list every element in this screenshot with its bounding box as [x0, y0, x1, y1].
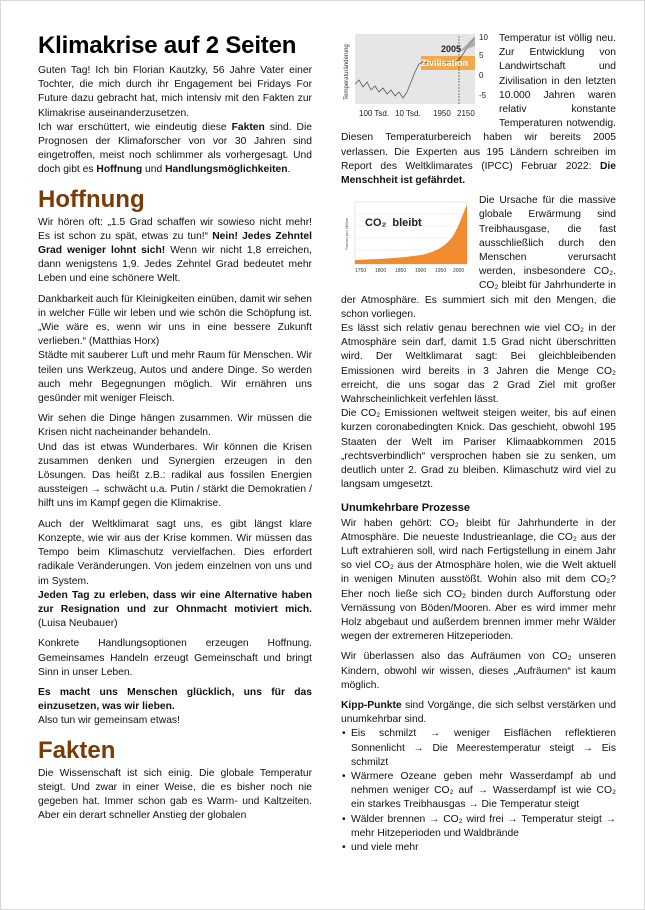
co2-ylabel: Tonnen pro Million	[344, 218, 349, 251]
x-tick-1950: 1950	[433, 109, 451, 118]
page-title: Klimakrise auf 2 Seiten	[38, 32, 297, 59]
co2-figure	[341, 198, 471, 278]
y-tick-10: 10	[479, 33, 488, 42]
kipp-punkte-intro: Kipp-Punkte sind Vorgänge, die sich selbst verstärken und unumkehrbar sind.	[341, 699, 616, 726]
right-column	[341, 32, 616, 855]
hoffnung-paragraph-7: Es macht uns Menschen glücklich, uns für das einzusetzen, was wir lieben.	[38, 686, 312, 713]
hoffnung-paragraph-2b: Städte mit sauberer Luft und mehr Raum für Menschen. Wir teilen uns Werkzeug, Autos und andere Dinge. So werden auch mehr Begegnungen möglich. Wir ernähren uns gesünder mit weniger Fleisch.	[38, 350, 312, 405]
y-tick-minus5: -5	[479, 91, 487, 100]
unumkehrbar-paragraph-2: Wir überlassen also das Aufräumen von CO₂ unseren Kindern, obwohl wir wissen, dieses „Aufräumen“ ist kaum möglich.	[341, 651, 616, 691]
hoffnung-paragraph-3: Wir sehen die Dinge hängen zusammen. Wir müssen die Krisen nicht nacheinander behandeln.	[38, 413, 312, 439]
fakten-paragraph-3: Es lässt sich relativ genau berechnen wie viel CO₂ in der Atmosphäre sein darf, damit 1.5 Grad nicht überschritten wird. Der Weltklimarat sagt: Bei gleichbleibenden Emissionen wird bereits in 3 Jahren die Menge CO₂ erreicht, die uns sogar das 2 Grad Ziel mit großer Wahrscheinlichkeit verfehlen lässt.	[341, 323, 616, 406]
intro-paragraph-2: Ich war erschüttert, wie eindeutig diese Fakten sind. Die Prognosen der Klimaforscher von vor 30 Jahren sind eingetroffen, meist noch schlimmer als vorhergesagt. Und doch gibt es Hoffnung und Handlungsmöglichkeiten.	[38, 121, 312, 176]
fakten-paragraph-4: Die CO₂ Emissionen weltweit steigen weiter, bis auf einen kurzen coronabedingten Knick. Das geschieht, obwohl 195 Staaten der Welt im Pariser Klimaabkommen 2015 „rechtsverbindlich“ versprochen haben sie zu senken, um deutlich unter 2. Grad zu bleiben. Klimaschutz wird viel zu langsam umgesetzt.	[341, 408, 616, 491]
co2-title: CO₂ bleibt	[365, 217, 422, 230]
list-item: • Wälder brennen → CO₂ wird frei → Temperatur steigt → mehr Hitzeperioden und Waldbrände	[351, 813, 616, 841]
co2-x-tick-1950: 1950	[435, 268, 447, 275]
list-item: • Eis schmilzt → weniger Eisflächen reflektieren Sonnenlicht → Die Meerestemperatur steigt → Eis schmilzt	[351, 727, 616, 770]
fakten-paragraph-1: Die Wissenschaft ist sich einig. Die globale Temperatur steigt. Und zwar in einer Weise, die es bisher noch nie gegeben hat. Immer schon gab es Warm- und Kaltzeiten. Aber ein derart schneller Anstieg der globalen	[38, 767, 312, 822]
temperature-figure	[341, 32, 491, 122]
hoffnung-paragraph-6: Konkrete Handlungsoptionen erzeugen Hoffnung. Gemeinsames Handeln erzeugt Gemeinschaft und bringt Sinn in unser Leben.	[38, 638, 312, 678]
co2-x-tick-1800: 1800	[375, 268, 387, 275]
hoffnung-paragraph-3b: Und das ist etwas Wunderbares. Wir können die Krisen zusammen denken und Synergien erzeugen in den Lösungen. Das heißt z.B.: radikal aus fossilen Energien aussteigen → schwächt u.a. Putin / stärkt die Demokratien / hilft uns im Kampf gegen die Klimakrise.	[38, 441, 312, 510]
y-tick-5: 5	[479, 51, 484, 60]
unumkehrbar-paragraph-1: Wir haben gehört: CO₂ bleibt für Jahrhunderte in der Atmosphäre. Die neueste Industrieanlage, die CO₂ aus der Luft extrahieren soll, wird nach Fertigstellung in einem Jahr so viel CO₂ aus der Atmosphäre holen, wie die Welt aktuell in wenigen Minuten ausstößt. Wohin also mit dem CO₂? Eher noch ließe sich CO₂ binden durch Aufforstung oder Vernässung von Böden/Mooren. Aber es wird immer mehr Holz abgebaut und außerdem brennen immer mehr Wälder wegen der extremeren Hitzeperioden.	[341, 517, 616, 643]
handlung-highlight: Handlungsmöglichkeiten	[165, 164, 288, 176]
hoffnung-quote: Jeden Tag zu erleben, dass wir eine Alternative haben zur Resignation und zur Ohnmacht motiviert mich. (Luisa Neubauer)	[38, 589, 312, 630]
year-2005-label: 2005	[441, 44, 462, 54]
fakten-highlight: Fakten	[231, 121, 265, 133]
left-column	[38, 32, 312, 829]
intro-paragraph-1: Guten Tag! Ich bin Florian Kautzky, 56 Jahre Vater einer Tochter, die mich durch ihr Engagement bei Fridays For Future dazu gebracht hat, mich intensiv mit den Fakten zur Klimakrise auseinanderzusetzen.	[38, 65, 312, 119]
x-tick-2150: 2150	[457, 109, 475, 118]
x-tick-100tsd: 100 Tsd.	[359, 109, 390, 118]
kipp-punkte-list	[341, 727, 616, 855]
list-item: • Wärmere Ozeane geben mehr Wasserdampf ab und nehmen weniger CO₂ auf → Wasserdampf ist wie CO₂ ein starkes Treibhausgas → Die Temperatur steigt	[351, 770, 616, 813]
hoffnung-paragraph-2: Dankbarkeit auch für Kleinigkeiten einüben, damit wir sehen in welcher Fülle wir leben und wie schön die Schöpfung ist. „Wie wäre es, wenn wir uns in eine bessere Zukunft verlieben.“ (Matthias Horx)	[38, 293, 312, 348]
hoffnung-paragraph-1: Wir hören oft: „1.5 Grad schaffen wir sowieso nicht mehr! Es ist schon zu spät, etwas zu tun!“ Nein! Jedes Zehntel Grad weniger lohnt sich! Wenn wir nicht 1,8 erreichen, dann wenigstens 1,9. Jedes Zehntel Grad bedeutet mehr Leben und eine schönere Welt.	[38, 216, 312, 285]
hoffnung-paragraph-4: Auch der Weltklimarat sagt uns, es gibt längst klare Konzepte, wie wir aus der Krise kommen. Wir müssen das Tempo beim Klimaschutz vervielfachen. Dies erfordert radikale Veränderungen. Von jedem einzelnen von uns und im System.	[38, 518, 312, 587]
x-tick-10tsd: 10 Tsd.	[395, 109, 421, 118]
co2-x-tick-2000: 2000	[453, 268, 465, 275]
unumkehrbar-heading: Unumkehrbare Prozesse	[341, 501, 470, 514]
hoffnung-closing: Also tun wir gemeinsam etwas!	[38, 715, 180, 727]
hoffnung-heading: Hoffnung	[38, 185, 145, 213]
fakten-paragraph-1-cont: Temperatur ist völlig neu. Zur Entwicklung von Landwirtschaft und Zivilisation in den letzten 10.000 Jahren waren relativ konstante Temperaturen notwendig. Diesen Temperaturbereich haben wir bereits 2005 verlassen. Die Experten aus 195 Ländern schreiben im Report des Weltklimarates (IPCC) Februar 2022: Die Menschheit ist gefährdet.	[341, 33, 616, 187]
temperature-ylabel: Temperaturänderung	[344, 44, 350, 100]
list-item: • und viele mehr	[351, 841, 616, 855]
co2-x-tick-1750: 1750	[355, 268, 367, 275]
co2-x-tick-1900: 1900	[415, 268, 427, 275]
y-tick-0: 0	[479, 71, 484, 80]
civilisation-label: Zivilisation	[421, 58, 469, 68]
fakten-heading: Fakten	[38, 736, 116, 764]
fakten-paragraph-2: Die Ursache für die massive globale Erwärmung sind Treibhausgase, die fast ausschließlich durch den Menschen verursacht werden, insbesondere CO₂. CO₂ bleibt für Jahrhunderte in der Atmosphäre. Es summiert sich mit den Mengen, die schon vorliegen.	[341, 195, 616, 320]
co2-x-tick-1850: 1850	[395, 268, 407, 275]
hoffnung-highlight: Hoffnung	[96, 164, 143, 176]
